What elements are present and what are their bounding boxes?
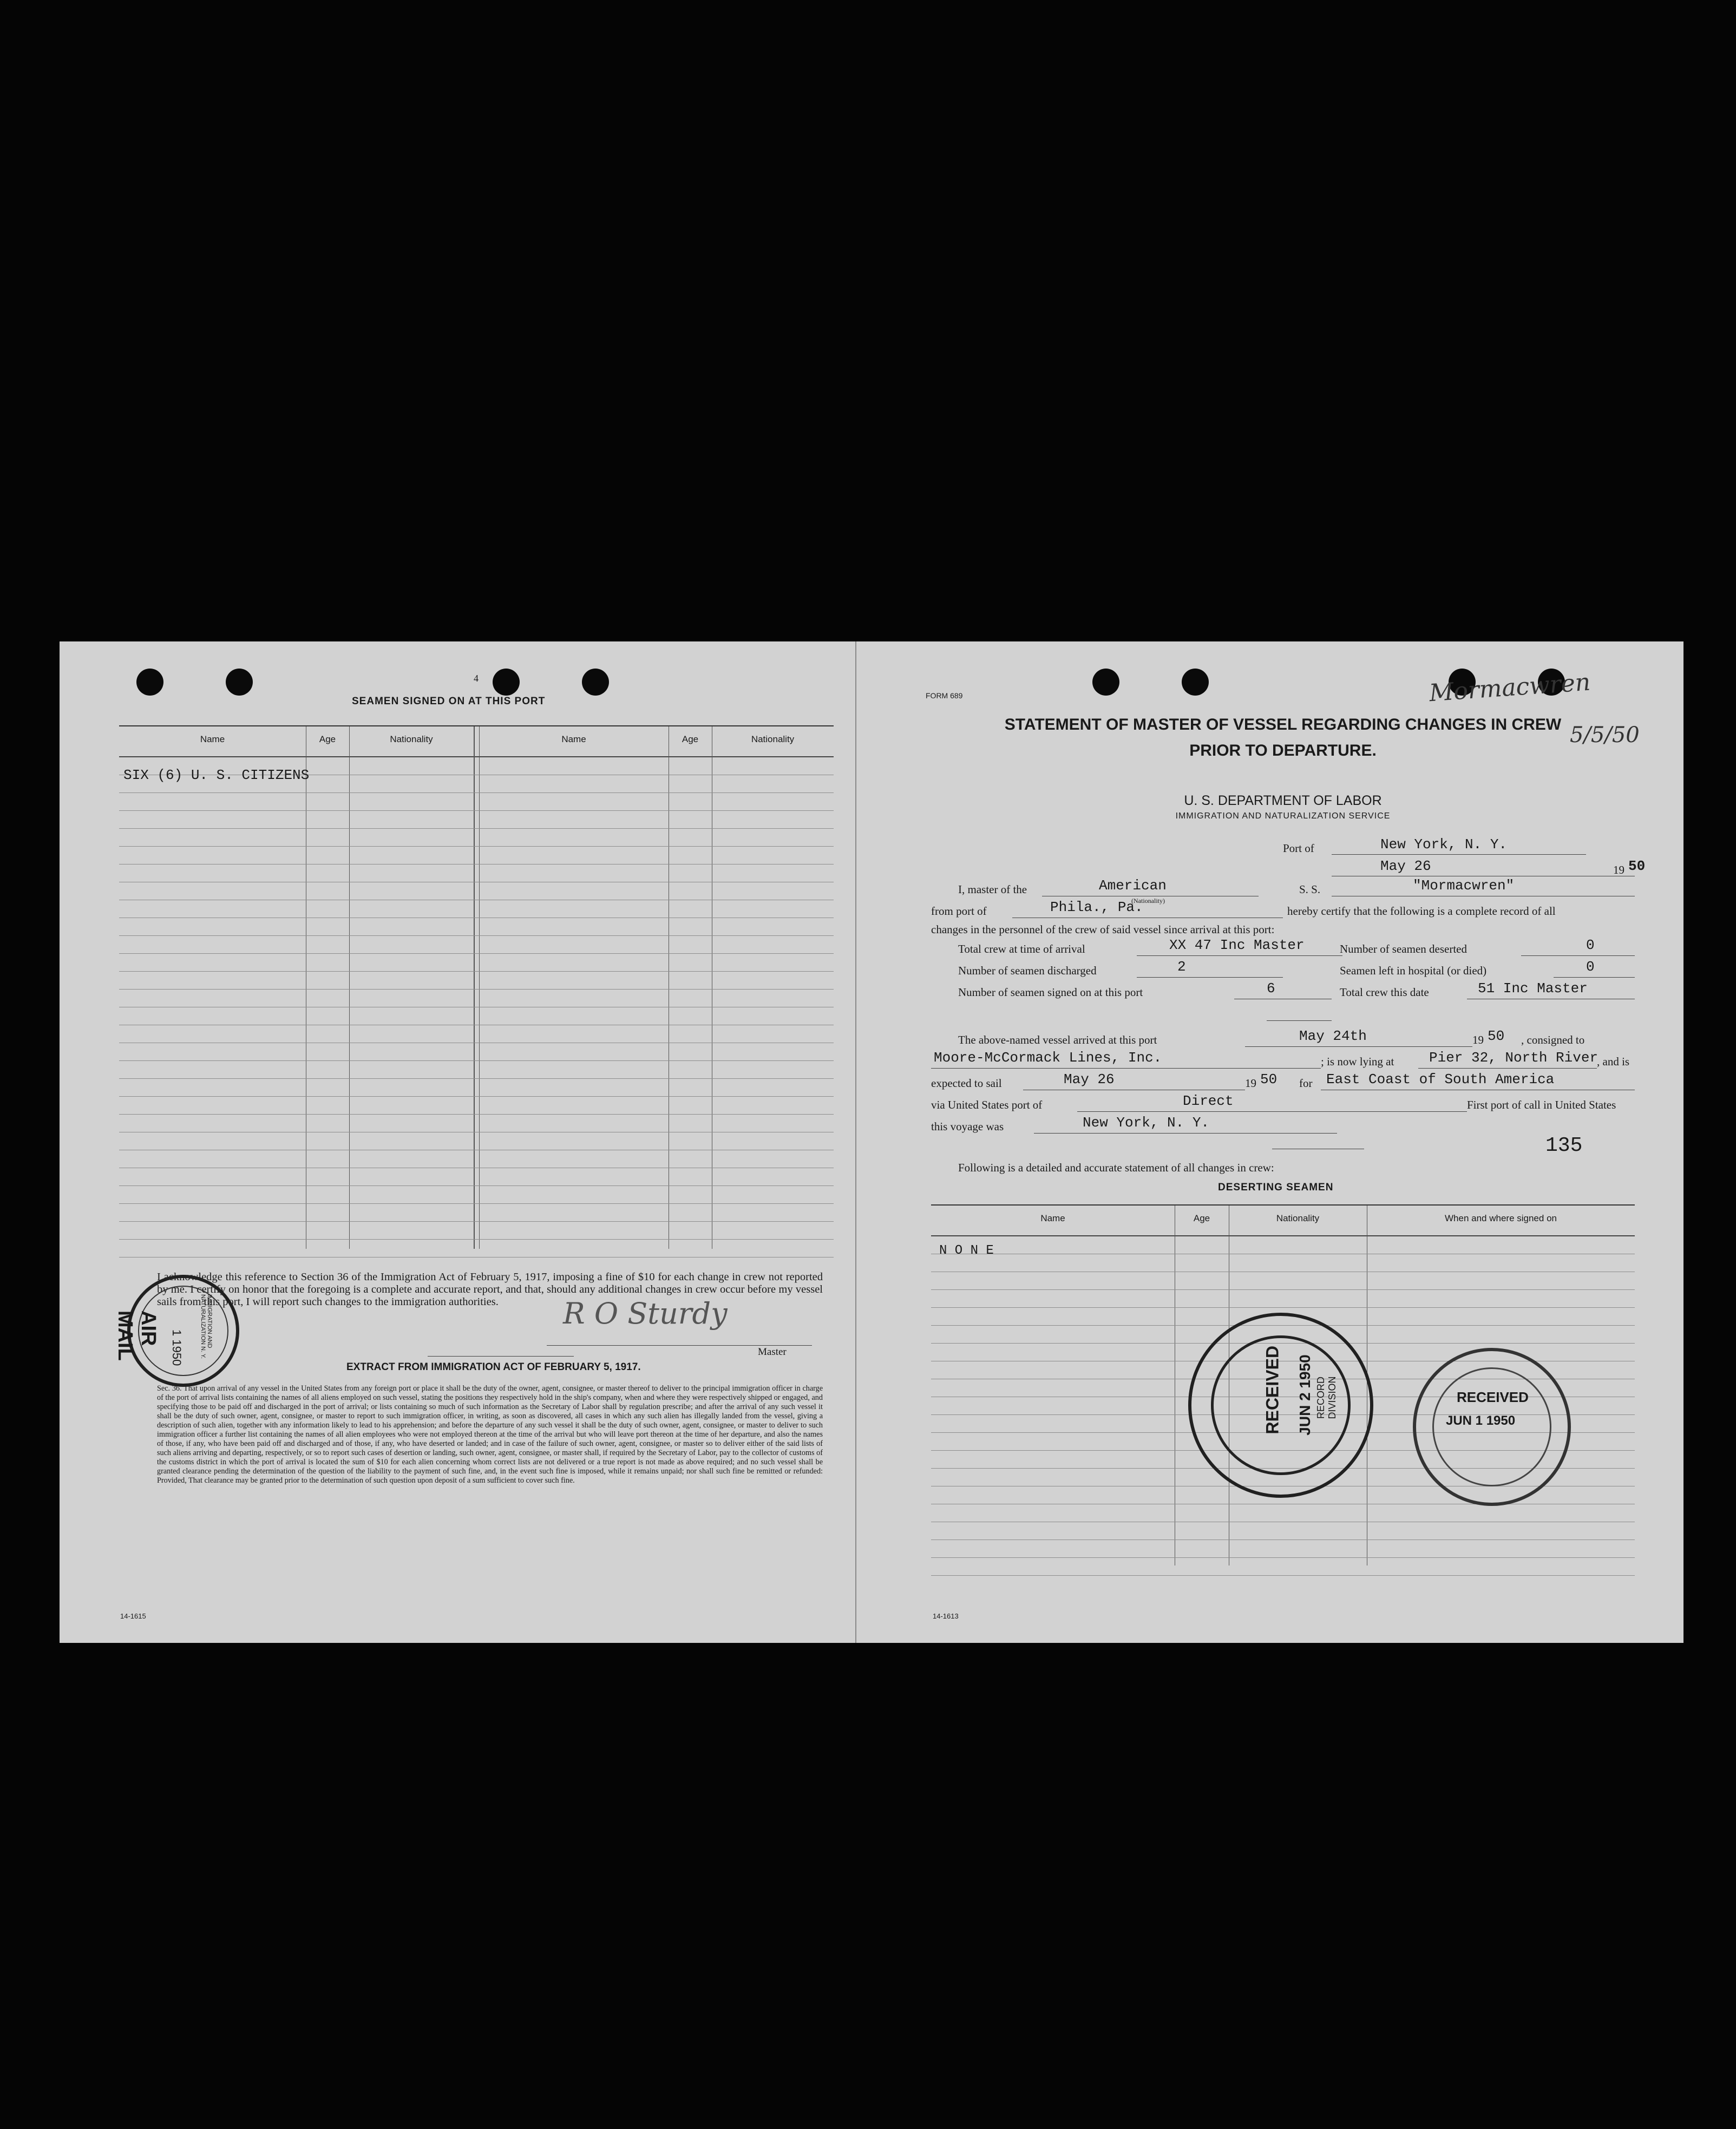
- voyage-value: New York, N. Y.: [1083, 1115, 1210, 1131]
- extract-text: Sec. 36. That upon arrival of any vessel in the United States from any foreign port or place it shall be the duty of the owner, agent, consignee, or master thereof to deliver to the principal immigration officer in charge of the port of arrival lists containing the names of all aliens employed on such vessel, stating the positions they respectively hold in the ship's company, when and where they were respectively shipped or engaged, and specifying those to be paid off and discharged in the port of arrival; or lists containing so much of such information as the Secretary of Labor shall by regulation prescribe; and after the arrival of any such vessel it shall be the duty of such owner, agent, consignee, or master to report to such immigration officer, in writing, as soon as discovered, all cases in which any such alien has illegally landed from the vessel, giving a description of such alien, together with any information likely to lead to his apprehension; and before the departure of any such vessel it shall be the duty of such owner, agent, consignee, or master to deliver to such immigration officer a further list containing the names of all alien employees who were not employed thereon at the time of the arrival but who will leave port thereon at the time of her departure, and also the names of those, if any, who have been paid off and discharged and of those, if any, who have deserted or landed; and in case of the failure of such owner, agent, consignee, or master so to deliver either of the said lists of such aliens arriving and departing, respectively, or so to report such cases of desertion or landing, such owner, agent, consignee, or master shall, if required by the Secretary of Labor, pay to the collector of customs of the customs district in which the port of arrival is located the sum of $10 for each alien concerning whom correct lists are not delivered or a true report is not made as above required; and no such vessel shall be granted clearance pending the determination of the question of the liability to the payment of such fine, and, in the event such fine is imposed, while it remains unpaid; nor shall such fine be remitted or refunded: Provided, That clearance may be granted prior to the determination of such question upon deposit of a sum sufficient to cover such fine.: [157, 1384, 823, 1485]
- form-title-line2: PRIOR TO DEPARTURE.: [1189, 742, 1377, 759]
- arrived-year: 50: [1488, 1028, 1505, 1044]
- punch-hole: [1182, 669, 1209, 696]
- from-port-label: from port of: [931, 905, 987, 918]
- discharged-value: 2: [1177, 959, 1186, 975]
- table-row: [119, 936, 834, 954]
- via-value: Direct: [1183, 1093, 1234, 1109]
- deserting-entry: N O N E: [939, 1243, 994, 1258]
- sum-line: [1267, 1020, 1332, 1021]
- table-row: [931, 1236, 1635, 1254]
- column-header: Nationality: [390, 734, 433, 744]
- signature-line: [547, 1345, 812, 1346]
- master-of-label: I, master of the: [958, 883, 1027, 896]
- ss-label: S. S.: [1299, 883, 1321, 896]
- and-is-label: , and is: [1597, 1055, 1630, 1068]
- form-number: FORM 689: [926, 691, 963, 700]
- total-arrival-value: XX 47 Inc Master: [1169, 937, 1305, 953]
- table-row: [119, 1043, 834, 1061]
- nationality-caption: (Nationality): [1131, 897, 1165, 905]
- table-row: [119, 1150, 834, 1168]
- year-value: 50: [1628, 858, 1646, 874]
- form-code: 14-1615: [120, 1612, 146, 1620]
- stamp-text: RECEIVED: [1262, 1345, 1282, 1434]
- deserted-label: Number of seamen deserted: [1340, 942, 1467, 955]
- nationality-value: American: [1099, 877, 1167, 894]
- table-row: [119, 793, 834, 811]
- following-text: Following is a detailed and accurate statement of all changes in crew:: [958, 1161, 1274, 1174]
- table-row: [119, 1204, 834, 1222]
- seamen-signed-on-table: [119, 725, 834, 1249]
- punch-hole: [226, 669, 253, 696]
- expected-value: May 26: [1064, 1071, 1115, 1088]
- table-row: [119, 954, 834, 972]
- deserting-heading: DESERTING SEAMEN: [1218, 1182, 1334, 1193]
- column-header: Age: [682, 734, 699, 744]
- service: IMMIGRATION AND NATURALIZATION SERVICE: [1175, 811, 1391, 821]
- column-header: When and where signed on: [1445, 1213, 1557, 1223]
- from-port-value: Phila., Pa.: [1050, 899, 1143, 915]
- voyage-line: [1034, 1133, 1337, 1134]
- column-header: Name: [561, 734, 586, 744]
- for-label: for: [1299, 1077, 1313, 1090]
- page-number: 4: [474, 673, 479, 684]
- stamp-date: JUN 2 1950: [1296, 1354, 1313, 1436]
- arrived-value: May 24th: [1299, 1028, 1367, 1044]
- year-prefix: 19: [1613, 863, 1624, 876]
- column-header: Name: [200, 734, 225, 744]
- deserted-value: 0: [1586, 937, 1595, 953]
- column-header: Age: [319, 734, 336, 744]
- master-label: Master: [758, 1346, 787, 1358]
- table-row: [931, 1254, 1635, 1272]
- port-line: [1332, 854, 1586, 855]
- received-stamp: [1188, 1313, 1373, 1498]
- table-row: [931, 1540, 1635, 1558]
- signed-on-entry: SIX (6) U. S. CITIZENS: [123, 767, 310, 783]
- table-row: [119, 1186, 834, 1204]
- table-row: [931, 1272, 1635, 1290]
- lying-value: Pier 32, North River: [1429, 1050, 1599, 1066]
- table-row: [119, 1007, 834, 1025]
- stamp-date: JUN 1 1950: [1446, 1413, 1516, 1428]
- expected-label: expected to sail: [931, 1077, 1002, 1090]
- discharged-label: Number of seamen discharged: [958, 964, 1097, 977]
- date-value: May 26: [1380, 858, 1431, 874]
- table-row: [119, 990, 834, 1007]
- expected-year: 50: [1260, 1071, 1278, 1088]
- table-header: [119, 726, 834, 757]
- table-row: [119, 918, 834, 936]
- arrived-line: [1245, 1046, 1472, 1047]
- stamp-text: AIR MAIL: [114, 1311, 160, 1361]
- divider: [428, 1356, 574, 1357]
- signed-on-label: Number of seamen signed on at this port: [958, 986, 1143, 999]
- table-row: [119, 900, 834, 918]
- table-row: [119, 1240, 834, 1257]
- received-stamp-2: [1413, 1348, 1571, 1506]
- via-line: [1077, 1111, 1467, 1112]
- table-row: [119, 1132, 834, 1150]
- arrived-label: The above-named vessel arrived at this port: [958, 1033, 1157, 1046]
- certify-text: hereby certify that the following is a complete record of all: [1287, 905, 1556, 918]
- total-date-value: 51 Inc Master: [1478, 980, 1588, 997]
- stamp-division: RECORD DIVISION: [1315, 1376, 1338, 1419]
- deserted-line: [1521, 955, 1635, 956]
- voyage-label: this voyage was: [931, 1120, 1004, 1133]
- form-code: 14-1613: [933, 1612, 959, 1620]
- department: U. S. DEPARTMENT OF LABOR: [1184, 793, 1382, 808]
- table-header: [931, 1206, 1635, 1236]
- form-title-line1: STATEMENT OF MASTER OF VESSEL REGARDING CHANGES IN CREW: [1004, 716, 1562, 733]
- table-row: [119, 1115, 834, 1132]
- hospital-value: 0: [1586, 959, 1595, 975]
- table-row: [931, 1504, 1635, 1522]
- column-header: Nationality: [751, 734, 795, 744]
- stamp-date: 1 1950: [170, 1329, 184, 1366]
- table-row: [119, 1079, 834, 1097]
- handwritten-ship-name: Mormacwren: [1428, 668, 1591, 708]
- hospital-line: [1554, 977, 1635, 978]
- total-arrival-line: [1137, 955, 1342, 956]
- stamp-text: RECEIVED: [1457, 1389, 1529, 1405]
- punch-hole: [136, 669, 163, 696]
- table-row: [119, 1097, 834, 1115]
- table-row: [931, 1290, 1635, 1308]
- page-fold: [855, 641, 856, 1643]
- table-row: [119, 1222, 834, 1240]
- table-row: [119, 847, 834, 864]
- table-row: [119, 1168, 834, 1186]
- document-number: 135: [1545, 1134, 1583, 1157]
- discharged-line: [1137, 977, 1283, 978]
- column-header: Age: [1193, 1213, 1210, 1223]
- consignee-line: [931, 1068, 1321, 1069]
- total-date-label: Total crew this date: [1340, 986, 1429, 999]
- left-heading: SEAMEN SIGNED ON AT THIS PORT: [352, 696, 546, 707]
- column-header: Name: [1040, 1213, 1065, 1223]
- total-arrival-label: Total crew at time of arrival: [958, 942, 1085, 955]
- changes-text: changes in the personnel of the crew of said vessel since arrival at this port:: [931, 923, 1275, 936]
- document-sheet: [60, 641, 1683, 1643]
- consigned-label: , consigned to: [1521, 1033, 1585, 1046]
- lying-line: [1418, 1068, 1597, 1069]
- hospital-label: Seamen left in hospital (or died): [1340, 964, 1487, 977]
- ship-name: "Mormacwren": [1413, 877, 1515, 894]
- via-label: via United States port of: [931, 1098, 1043, 1111]
- expected-year-prefix: 19: [1245, 1077, 1256, 1090]
- punch-hole: [493, 669, 520, 696]
- destination-value: East Coast of South America: [1326, 1071, 1555, 1088]
- table-row: [931, 1558, 1635, 1576]
- handwritten-date: 5/5/50: [1570, 723, 1640, 748]
- table-row: [119, 882, 834, 900]
- table-row: [119, 972, 834, 990]
- table-row: [931, 1522, 1635, 1540]
- port-value: New York, N. Y.: [1380, 836, 1508, 853]
- punch-hole: [1092, 669, 1119, 696]
- air-mail-stamp: [114, 1275, 239, 1387]
- arrived-year-prefix: 19: [1472, 1033, 1484, 1046]
- table-row: [119, 1025, 834, 1043]
- master-signature: R O Sturdy: [563, 1296, 728, 1331]
- signed-on-value: 6: [1267, 980, 1275, 997]
- table-rows: [119, 757, 834, 1257]
- port-label: Port of: [1283, 842, 1314, 855]
- stamp-ring-text: IMMIGRATION AND NATURALIZATION N. Y.: [200, 1294, 213, 1359]
- table-row: [119, 1061, 834, 1079]
- punch-hole: [582, 669, 609, 696]
- table-row: [119, 829, 834, 847]
- consignee-value: Moore-McCormack Lines, Inc.: [934, 1050, 1162, 1066]
- extract-heading: EXTRACT FROM IMMIGRATION ACT OF FEBRUARY 5, 1917.: [346, 1361, 641, 1373]
- table-row: [119, 864, 834, 882]
- table-row: [119, 811, 834, 829]
- first-call-label: First port of call in United States: [1467, 1098, 1616, 1111]
- certification-text: I acknowledge this reference to Section 36 of the Immigration Act of February 5, 1917, imposing a fine of $10 for each change in crew not reported by me. I certify on honor that the foregoing is a complete and accurate report, and that, should any additional changes in crew occur before my vessel sails from this port, I will report such changes to the immigration authorities.: [157, 1271, 823, 1308]
- column-header: Nationality: [1276, 1213, 1320, 1223]
- lying-label: ; is now lying at: [1321, 1055, 1394, 1068]
